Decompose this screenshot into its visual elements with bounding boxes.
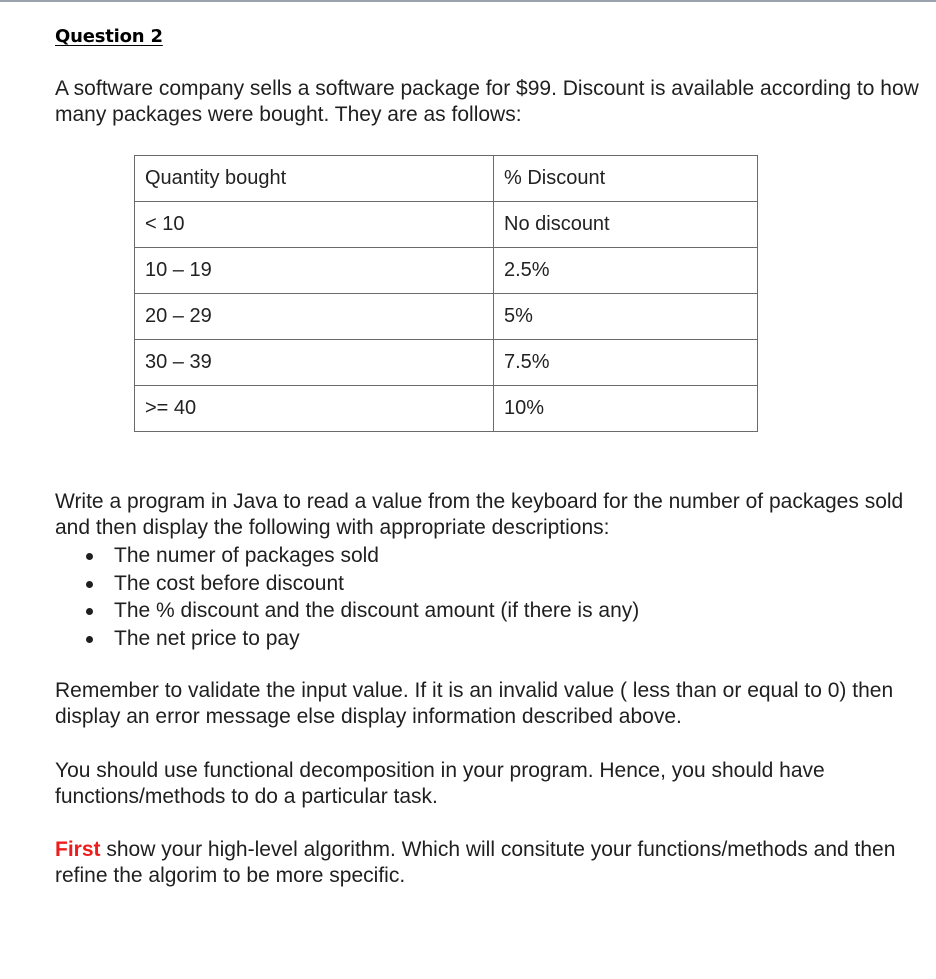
list-item — [86, 625, 639, 653]
bullet-icon — [86, 608, 93, 615]
list-item-text: The numer of packages sold — [114, 544, 379, 567]
table-row — [135, 202, 758, 248]
quantity-cell: 30 – 39 — [135, 340, 494, 386]
list-item-text: The % discount and the discount amount (if there is any) — [114, 599, 640, 622]
list-item — [86, 570, 639, 598]
table-row — [135, 340, 758, 386]
table-row — [135, 248, 758, 294]
discount-cell: 2.5% — [494, 248, 758, 294]
list-item — [86, 542, 639, 570]
column-header-quantity: Quantity bought — [135, 156, 494, 202]
quantity-cell: >= 40 — [135, 386, 494, 432]
top-divider — [0, 0, 936, 2]
table-header-row — [135, 156, 758, 202]
list-item — [86, 597, 639, 625]
quantity-cell: 10 – 19 — [135, 248, 494, 294]
algorithm-text: show your high-level algorithm. Which will consitute your functions/methods and then refine the algorim to be more specific. — [55, 838, 896, 887]
decomposition-paragraph: You should use functional decomposition in your program. Hence, you should have functions/methods to do a particular task. — [55, 759, 825, 808]
bullet-icon — [86, 553, 93, 560]
requirements-list — [86, 542, 639, 652]
bullet-icon — [86, 581, 93, 588]
column-header-discount: % Discount — [494, 156, 758, 202]
discount-cell: No discount — [494, 202, 758, 248]
discount-cell: 10% — [494, 386, 758, 432]
validation-paragraph: Remember to validate the input value. If it is an invalid value ( less than or equal to 0) then display an error message else display information described above. — [55, 679, 894, 728]
instruction-paragraph: Write a program in Java to read a value from the keyboard for the number of packages sold and then display the following with appropriate descriptions: — [55, 490, 904, 539]
bullet-icon — [86, 636, 93, 643]
first-emphasis: First — [55, 838, 101, 861]
table-row — [135, 294, 758, 340]
list-item-text: The cost before discount — [114, 571, 344, 595]
discount-table — [134, 155, 758, 432]
question-title: Question 2 — [55, 26, 163, 47]
algorithm-paragraph — [55, 837, 915, 889]
list-item-text: The net price to pay — [114, 626, 300, 650]
quantity-cell: 20 – 29 — [135, 294, 494, 340]
discount-cell: 7.5% — [494, 340, 758, 386]
quantity-cell: < 10 — [135, 202, 494, 248]
intro-paragraph: A software company sells a software package for $99. Discount is available according to how many packages were bought. They are as follows: — [55, 77, 919, 126]
table-row — [135, 386, 758, 432]
discount-cell: 5% — [494, 294, 758, 340]
